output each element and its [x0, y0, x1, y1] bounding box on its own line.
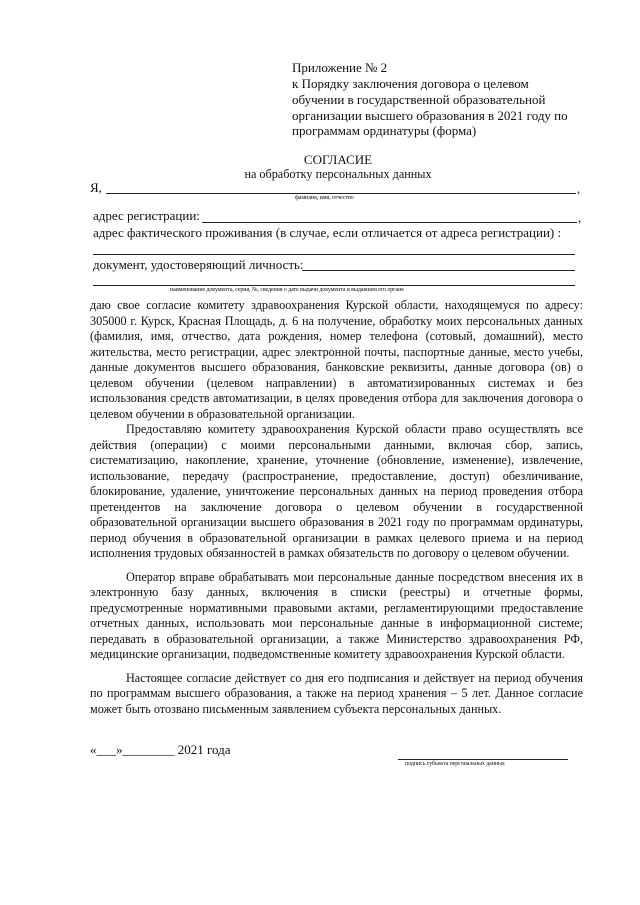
- paragraph-4: Настоящее согласие действует со дня его подписания и действует на период обучения по программам высшего образования, а также на период хранения – 5 лет. Данное согласие может быть отозвано письменным заявлением субъекта персональных данных.: [90, 670, 583, 716]
- document-title: СОГЛАСИЕ: [303, 152, 373, 167]
- consent-body: [90, 298, 583, 717]
- reg-address-line[interactable]: [202, 222, 577, 223]
- appendix-line-4: организации высшего образования в 2021 году по: [292, 108, 568, 123]
- paragraph-2: Предоставляю комитету здравоохранения Курской области право осуществлять все действия (операции) с моими персональными данными, включая сбор, запись, систематизацию, накопление, хранение, уточнение (обновление, изменение), извлечение, использование, передачу (распространение, предоставление, доступ) обезличивание, блокирование, удаление, уничтожение персональных данных на период проведения отбора претендентов на заключение договора о целевом обучении в государственной образовательной организации высшего образования в 2021 году по программам ординатуры, период обучения в образовательной организации в рамках целевого приема и на период исполнения трудовых обязанностей в рамках обязательств по договору о целевом обучении.: [90, 422, 583, 560]
- reg-address-suffix: ,: [578, 210, 582, 225]
- signature-line[interactable]: [398, 759, 568, 760]
- name-prefix: Я,: [90, 180, 102, 195]
- document-hint: наименование документа, серия, №, сведения о дате выдачи документа и выдавшем его органе: [170, 287, 404, 293]
- document-line-2[interactable]: [93, 285, 575, 286]
- appendix-line-3: обучении в государственной образовательной: [292, 92, 546, 107]
- actual-address-line[interactable]: [93, 254, 575, 255]
- document-subtitle: на обработку персональных данных: [244, 167, 432, 181]
- date-field[interactable]: «___»________ 2021 года: [90, 742, 231, 757]
- paragraph-3: Оператор вправе обрабатывать мои персональные данные посредством внесения их в электронную базу данных, включения в списки (реестры) и отчетные формы, предусмотренные нормативными правовыми актами, регламентирующими предоставление отчетных данных, использовать мои персональные данные в информационной системе; передавать в образовательной организации, а также Министерство здравоохранения РФ, медицинские организации, подведомственные комитету здравоохранения Курской области.: [90, 569, 583, 661]
- paragraph-1: даю свое согласие комитету здравоохранения Курской области, находящемуся по адресу: 305000 г. Курск, Красная Площадь, д. 6 на получение, обработку моих персональных данных (фамилия, имя, отчество, дата рождения, номер телефона (сотовый, домашний), место жительства, место регистрации, адрес электронной почты, паспортные данные, место учебы, данные документов высшего образования, банковские реквизиты, данные договора (ов) о целевом обучении (целевом направлении) в автоматизированных системах и без использования средств автоматизации, в целях проведения отбора для заключения договора о целевом обучении в образовательной организации.: [90, 298, 583, 421]
- document-label: документ, удостоверяющий личность:: [93, 257, 304, 272]
- document-line-1[interactable]: [302, 270, 575, 271]
- appendix-number: Приложение № 2: [292, 60, 388, 75]
- appendix-line-5: программам ординатуры (форма): [292, 123, 477, 138]
- reg-address-label: адрес регистрации:: [93, 208, 200, 223]
- name-suffix: ,: [577, 181, 581, 196]
- name-hint: фамилия, имя, отчество: [295, 195, 354, 201]
- appendix-line-2: к Порядку заключения договора о целевом: [292, 76, 529, 91]
- name-line[interactable]: [106, 193, 576, 194]
- signature-hint: подпись субъекта персональных данных: [405, 761, 505, 767]
- actual-address-label: адрес фактического проживания (в случае, если отличается от адреса регистрации) :: [93, 225, 562, 240]
